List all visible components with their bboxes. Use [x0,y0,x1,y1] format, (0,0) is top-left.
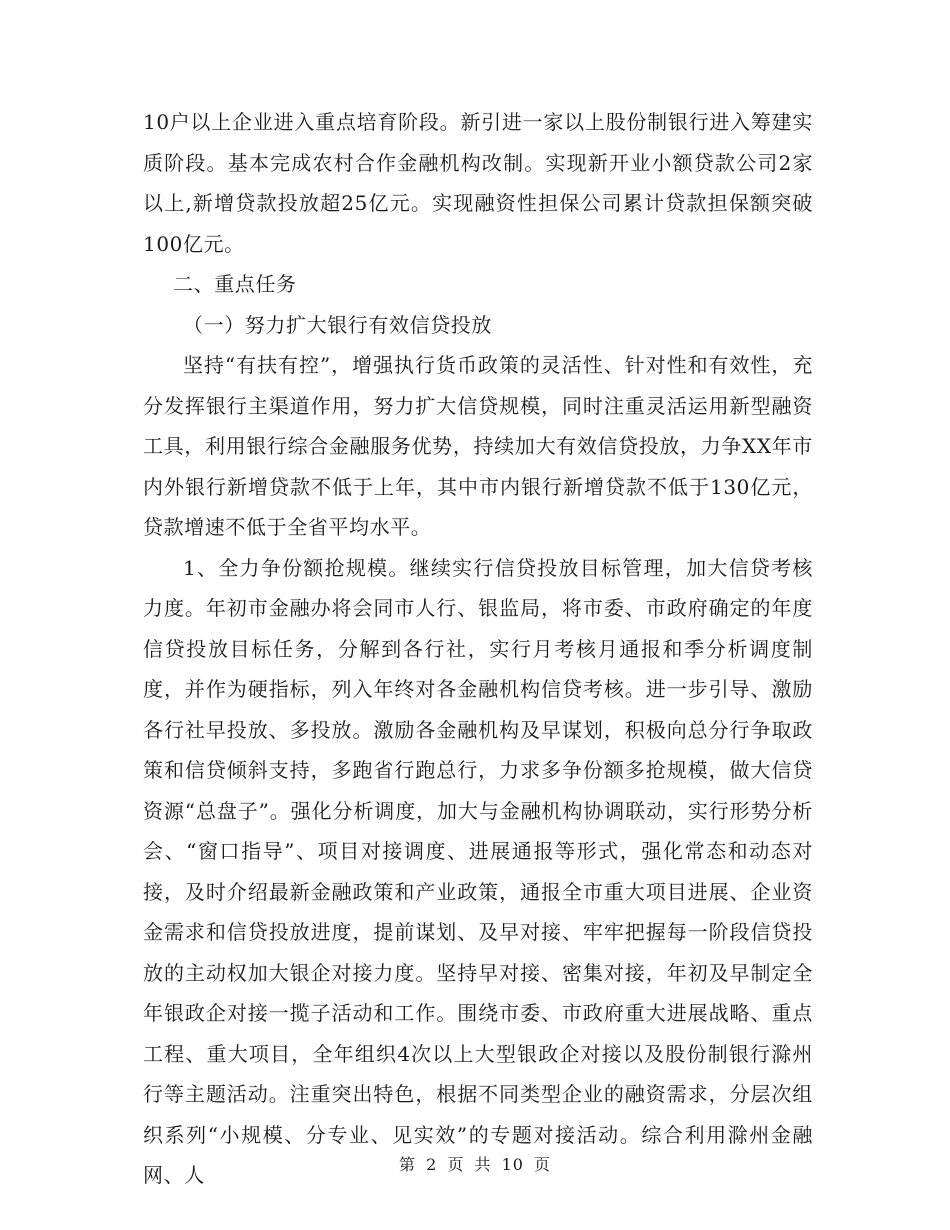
footer-current-page: 2 [426,1155,438,1174]
document-body [143,102,813,1196]
footer-prefix: 第 [398,1155,416,1174]
footer-suffix: 页 [534,1155,552,1174]
subsection-heading-credit: （一）努力扩大银行有效信贷投放 [183,312,492,337]
footer-page-word: 页 [447,1155,465,1174]
footer-total-pages: 10 [501,1155,524,1174]
paragraph-task-1: 1、全力争份额抢规模。继续实行信贷投放目标管理，加大信贷考核力度。年初市金融办将会同市人行、银监局，将市委、市政府确定的年度信贷投放目标任务，分解到各行社，实行月考核月通报和季分析调度制度，并作为硬指标，列入年终对各金融机构信贷考核。进一步引导、激励各行社早投放、多投放。激励各金融机构及早谋划，积极向总分行争取政策和信贷倾斜支持，多跑省行跑总行，力求多争份额多抢规模，做大信贷资源“总盘子”。强化分析调度，加大与金融机构协调联动，实行形势分析会、“窗口指导”、项目对接调度、进展通报等形式，强化常态和动态对接，及时介绍最新金融政策和产业政策，通报全市重大项目进展、企业资金需求和信贷投放进度，提前谋划、及早对接、牢牢把握每一阶段信贷投放的主动权加大银企对接力度。坚持早对接、密集对接，年初及早制定全年银政企对接一揽子活动和工作。围绕市委、市政府重大进展战略、重点工程、重大项目，全年组织4次以上大型银政企对接以及股份制银行滁州行等主题活动。注重突出特色，根据不同类型企业的融资需求，分层次组织系列“小规模、分专业、见实效”的专题对接活动。综合利用滁州金融网、人 [143,555,813,1187]
paragraph-goals-continued: 10户以上企业进入重点培育阶段。新引进一家以上股份制银行进入筹建实质阶段。基本完成农村合作金融机构改制。实现新开业小额贷款公司2家以上,新增贷款投放超25亿元。实现融资性担保公司累计贷款担保额突破100亿元。 [143,110,813,256]
page-footer [0,1152,950,1175]
footer-total-word: 共 [474,1155,492,1174]
paragraph-credit-policy: 坚持“有扶有控”，增强执行货币政策的灵活性、针对性和有效性，充分发挥银行主渠道作用，努力扩大信贷规模，同时注重灵活运用新型融资工具，利用银行综合金融服务优势，持续加大有效信贷投放，力争XX年市内外银行新增贷款不低于上年，其中市内银行新增贷款不低于130亿元，贷款增速不低于全省平均水平。 [143,353,813,539]
section-heading-key-tasks: 二、重点任务 [173,272,297,296]
